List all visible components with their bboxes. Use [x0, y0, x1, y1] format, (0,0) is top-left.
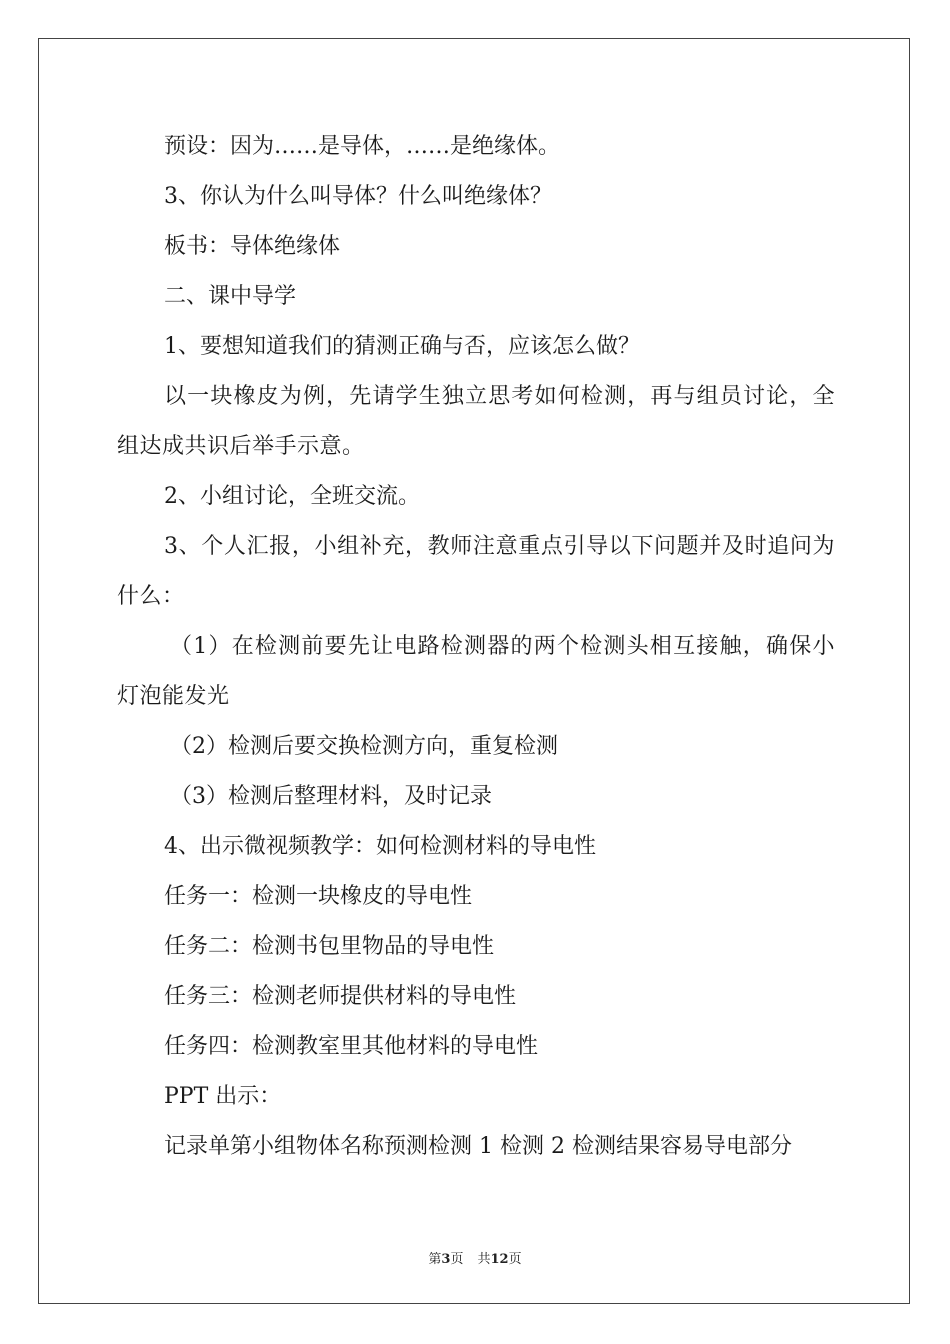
page-prefix: 第 — [428, 1252, 442, 1267]
paragraph: 板书：导体绝缘体 — [164, 234, 341, 259]
page-label: 页 — [450, 1252, 464, 1267]
task-item: 任务三：检测老师提供材料的导电性 — [164, 984, 517, 1009]
page-footer — [0, 1248, 950, 1267]
list-item: （1）在检测前要先让电路检测器的两个检测头相互接触，确保小灯泡能发光 — [117, 634, 835, 709]
task-item: 任务四：检测教室里其他材料的导电性 — [164, 1034, 539, 1059]
total-suffix: 页 — [508, 1252, 522, 1267]
document-body — [117, 122, 835, 1172]
page-total: 12 — [490, 1252, 509, 1267]
paragraph: 1、要想知道我们的猜测正确与否，应该怎么做？ — [164, 334, 640, 359]
task-item: 任务二：检测书包里物品的导电性 — [164, 934, 495, 959]
paragraph: 3、你认为什么叫导体？什么叫绝缘体？ — [164, 184, 552, 209]
paragraph: 以一块橡皮为例，先请学生独立思考如何检测，再与组员讨论，全组达成共识后举手示意。 — [117, 384, 835, 459]
list-item: （2）检测后要交换检测方向，重复检测 — [170, 734, 558, 759]
task-item: 任务一：检测一块橡皮的导电性 — [164, 884, 473, 909]
paragraph: 预设：因为……是导体，……是绝缘体。 — [164, 134, 561, 159]
paragraph: 4、出示微视频教学：如何检测材料的导电性 — [164, 834, 596, 859]
paragraph: PPT 出示： — [164, 1084, 282, 1109]
paragraph: 2、小组讨论，全班交流。 — [164, 484, 420, 509]
section-heading: 二、课中导学 — [164, 284, 297, 309]
paragraph: 3、个人汇报，小组补充，教师注意重点引导以下问题并及时追问为什么： — [117, 534, 835, 609]
list-item: （3）检测后整理材料，及时记录 — [170, 784, 492, 809]
paragraph: 记录单第小组物体名称预测检测 1 检测 2 检测结果容易导电部分 — [164, 1134, 792, 1159]
total-prefix: 共 — [477, 1252, 491, 1267]
page-current: 3 — [441, 1252, 451, 1267]
